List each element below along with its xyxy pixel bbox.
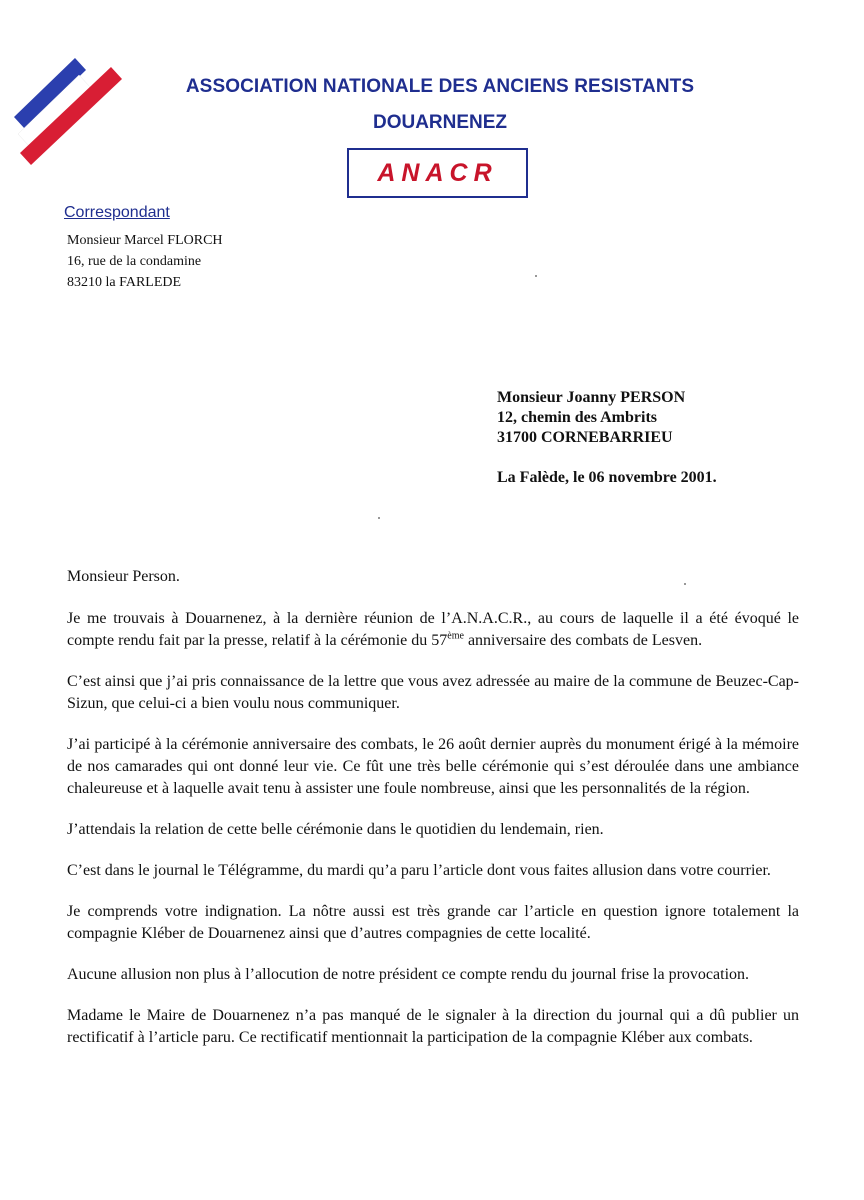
sender-name: Monsieur Marcel FLORCH xyxy=(67,233,223,248)
letter-paragraph-7: Aucune allusion non plus à l’allocution de notre président ce compte rendu du journal frise la provocation. xyxy=(67,966,750,983)
recipient-address xyxy=(497,388,685,448)
association-name: ASSOCIATION NATIONALE DES ANCIENS RESISTANTS xyxy=(185,76,695,97)
recipient-street: 12, chemin des Ambrits xyxy=(497,409,657,426)
scan-speck xyxy=(535,275,537,277)
sender-city: 83210 la FARLEDE xyxy=(67,275,182,290)
letter-greeting: Monsieur Person. xyxy=(67,568,180,585)
anacr-logo-box xyxy=(347,148,528,198)
association-town: DOUARNENEZ xyxy=(372,112,508,133)
sender-street: 16, rue de la condamine xyxy=(67,254,202,269)
letter-paragraph-6: Je comprends votre indignation. La nôtre aussi est très grande car l’article en question ignore totalement la compagnie Kléber de Douarnenez ainsi que d’autres compagnies de cette localité. xyxy=(67,903,799,942)
correspondant-label: Correspondant xyxy=(64,204,170,221)
letter-paragraph-1 xyxy=(67,608,799,652)
letter-date: La Falède, le 06 novembre 2001. xyxy=(497,469,717,486)
p1-superscript: ème xyxy=(447,630,464,642)
letter-paragraph-2: C’est ainsi que j’ai pris connaissance de la lettre que vous avez adressée au maire de la commune de Beuzec-Cap-Sizun, que celui-ci a bien voulu nous communiquer. xyxy=(67,673,799,712)
letter-body xyxy=(67,566,799,1068)
scan-speck xyxy=(378,517,380,519)
recipient-city: 31700 CORNEBARRIEU xyxy=(497,429,673,446)
sender-address xyxy=(67,230,223,293)
letter-paragraph-4: J’attendais la relation de cette belle cérémonie dans le quotidien du lendemain, rien. xyxy=(67,821,604,838)
letter-paragraph-8: Madame le Maire de Douarnenez n’a pas manqué de le signaler à la direction du journal qui a dû publier un rectificatif à l’article paru. Ce rectificatif mentionnait la participation de la compagnie Kléber aux combats. xyxy=(67,1007,799,1046)
anacr-logo-text: ANACR xyxy=(377,158,498,187)
p1-text-end: anniversaire des combats de Lesven. xyxy=(463,632,703,649)
tricolor-ribbon-logo xyxy=(0,0,140,180)
recipient-name: Monsieur Joanny PERSON xyxy=(497,389,686,406)
letter-paragraph-3: J’ai participé à la cérémonie anniversaire des combats, le 26 août dernier auprès du monument érigé à la mémoire de nos camarades qui ont donné leur vie. Ce fût une très belle cérémonie qui s’est déroulée dans une ambiance chaleureuse et à laquelle avait tenu à assister une foule nombreuse, ainsi que les personnalités de la région. xyxy=(67,736,799,797)
scan-speck xyxy=(684,583,686,585)
p1-text-start: Je me trouvais à Douarnenez, à la dernière réunion de l’A.N.A.C.R., au cours de laquelle il a été évoqué le compte rendu fait par la presse, relatif à la cérémonie du 57 xyxy=(67,610,799,649)
letter-paragraph-5: C’est dans le journal le Télégramme, du mardi qu’a paru l’article dont vous faites allusion dans votre courrier. xyxy=(67,862,771,879)
